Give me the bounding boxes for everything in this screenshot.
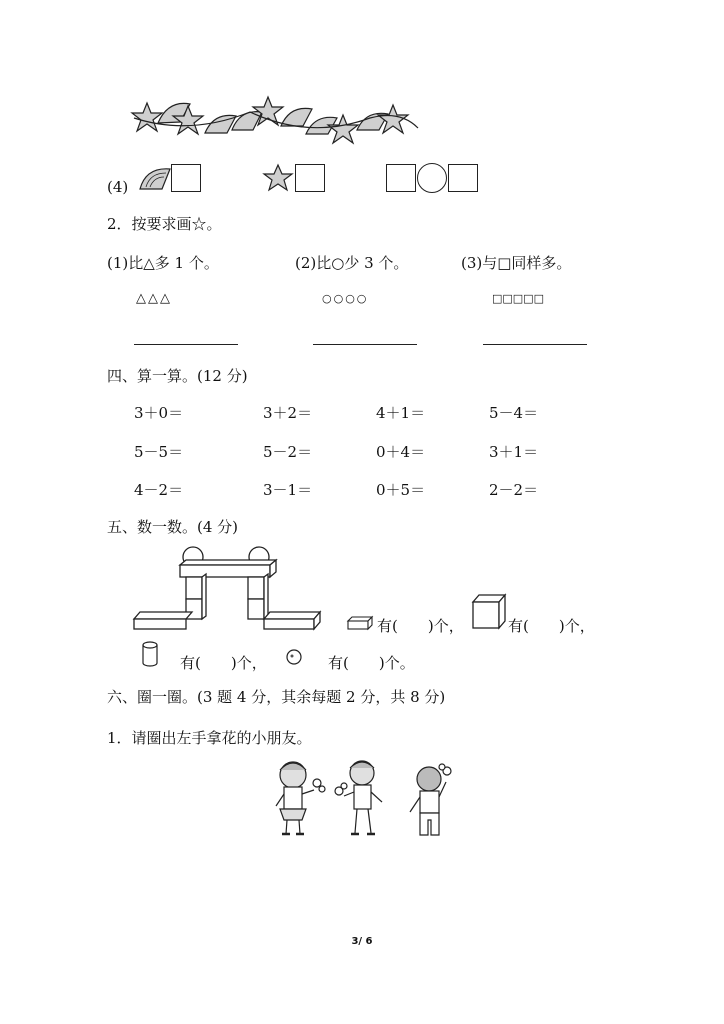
calc-item: 5－2＝: [263, 443, 313, 461]
triangle-shapes: △△△: [136, 291, 172, 306]
section4-title: 四、算一算。(12 分): [107, 367, 248, 385]
count-answer-cube[interactable]: 有( )个，: [508, 617, 595, 635]
q4-label: (4): [107, 178, 129, 196]
calc-item: 3＋2＝: [263, 404, 313, 422]
calc-item: 3＋1＝: [489, 443, 539, 461]
section5-title: 五、数一数。(4 分): [107, 518, 239, 536]
section6-q1: 1．请圈出左手拿花的小朋友。: [107, 729, 312, 747]
count-answer-cylinder[interactable]: 有( )个，: [180, 654, 267, 672]
q2-part-c-label: (3)与□同样多。: [461, 254, 572, 272]
count-answer-cuboid[interactable]: 有( )个，: [377, 617, 464, 635]
calc-item: 3＋0＝: [134, 404, 184, 422]
q2-title: 2．按要求画☆。: [107, 215, 222, 233]
count-answer-sphere[interactable]: 有( )个。: [328, 654, 415, 672]
calc-item: 4＋1＝: [376, 404, 426, 422]
page-number: 3/ 6: [351, 936, 373, 947]
calc-item: 5－4＝: [489, 404, 539, 422]
q2-part-b-label: (2)比○少 3 个。: [295, 254, 409, 272]
calc-item: 2－2＝: [489, 481, 539, 499]
calc-item: 3－1＝: [263, 481, 313, 499]
circle-shapes: ○○○○: [322, 292, 369, 305]
calc-item: 4－2＝: [134, 481, 184, 499]
calc-item: 5－5＝: [134, 443, 184, 461]
section6-title: 六、圈一圈。(3 题 4 分，其余每题 2 分，共 8 分): [107, 688, 446, 706]
calc-item: 0＋4＝: [376, 443, 426, 461]
calc-item: 0＋5＝: [376, 481, 426, 499]
square-shapes: □□□□□: [492, 292, 544, 305]
q2-part-a-label: (1)比△多 1 个。: [107, 254, 219, 272]
